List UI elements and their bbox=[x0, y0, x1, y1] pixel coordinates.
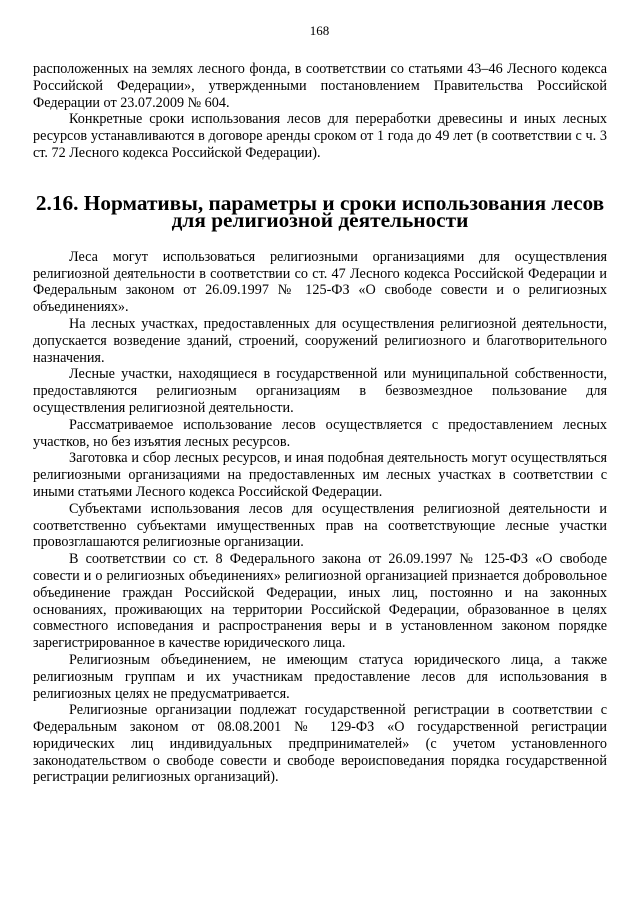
paragraph: Религиозным объединением, не имеющим статуса юридического лица, а также религиозным группам и их участникам предоставление лесов для использования в религиозных целях не предусматривается. bbox=[33, 651, 607, 702]
paragraph: Леса могут использоваться религиозными организациями для осуществления религиозной деятельности в соответствии со ст. 47 Лесного кодекса Российской Федерации и Федеральным законом от 26.09.1997 № 125-ФЗ «О свободе совести и о религиозных объединениях». bbox=[33, 248, 607, 316]
paragraph: Субъектами использования лесов для осуществления религиозной деятельности и соответственно субъектами имущественных прав на соответствующие лесные участки провозглашаются религиозные организации. bbox=[33, 500, 607, 551]
paragraph: Лесные участки, находящиеся в государственной или муниципальной собственности, предоставляются религиозным организациям в безвозмездное пользование для осуществления религиозной деятельности. bbox=[33, 366, 607, 416]
paragraph: Рассматриваемое использование лесов осуществляется с предоставлением лесных участков, но без изъятия лесных ресурсов. bbox=[33, 416, 607, 450]
section-heading-line-2: для религиозной деятельности bbox=[171, 207, 469, 232]
paragraph-lease-terms: Конкретные сроки использования лесов для переработки древесины и иных лесных ресурсов устанавливаются в договоре аренды сроком от 1 года до 49 лет (в соответствии с ч. 3 ст. 72 Лесного кодекса Российской Федерации). bbox=[33, 111, 607, 161]
section-heading bbox=[33, 190, 607, 232]
section-heading-line-1: 2.16. Нормативы, параметры и сроки использования лесов bbox=[35, 190, 605, 215]
page-number: 168 bbox=[309, 23, 330, 38]
paragraph: На лесных участках, предоставленных для осуществления религиозной деятельности, допускается возведение зданий, строений, сооружений религиозного и благотворительного назначения. bbox=[33, 315, 607, 366]
paragraph: Религиозные организации подлежат государственной регистрации в соответствии с Федеральным законом от 08.08.2001 № 129-ФЗ «О государственной регистрации юридических лиц индивидуальных предпринимателей» (с учетом установленного законодательством о свободе совести и свободе вероисповедания порядка государственной регистрации религиозных организаций). bbox=[33, 702, 607, 786]
continued-paragraph: расположенных на землях лесного фонда, в соответствии со статьями 43–46 Лесного кодекса Российской Федерации», утвержденными постановлением Правительства Российской Федерации от 23.07.2009 № 604. bbox=[33, 61, 607, 111]
paragraph: В соответствии со ст. 8 Федерального закона от 26.09.1997 № 125-ФЗ «О свободе совести и о религиозных объединениях» религиозной организацией признается добровольное объединение граждан Российской Федерации, иных лиц, постоянно и на законных основаниях, проживающих на территории Российской Федерации, образованное в целях совместного исповедания и распространения веры и в установленном законом порядке зарегистрированное в качестве юридического лица. bbox=[33, 551, 607, 652]
paragraph: Заготовка и сбор лесных ресурсов, и иная подобная деятельность могут осуществляться религиозными организациями на предоставленных им лесных участках в соответствии с иными статьями Лесного кодекса Российской Федерации. bbox=[33, 450, 607, 500]
document-body bbox=[33, 61, 607, 786]
